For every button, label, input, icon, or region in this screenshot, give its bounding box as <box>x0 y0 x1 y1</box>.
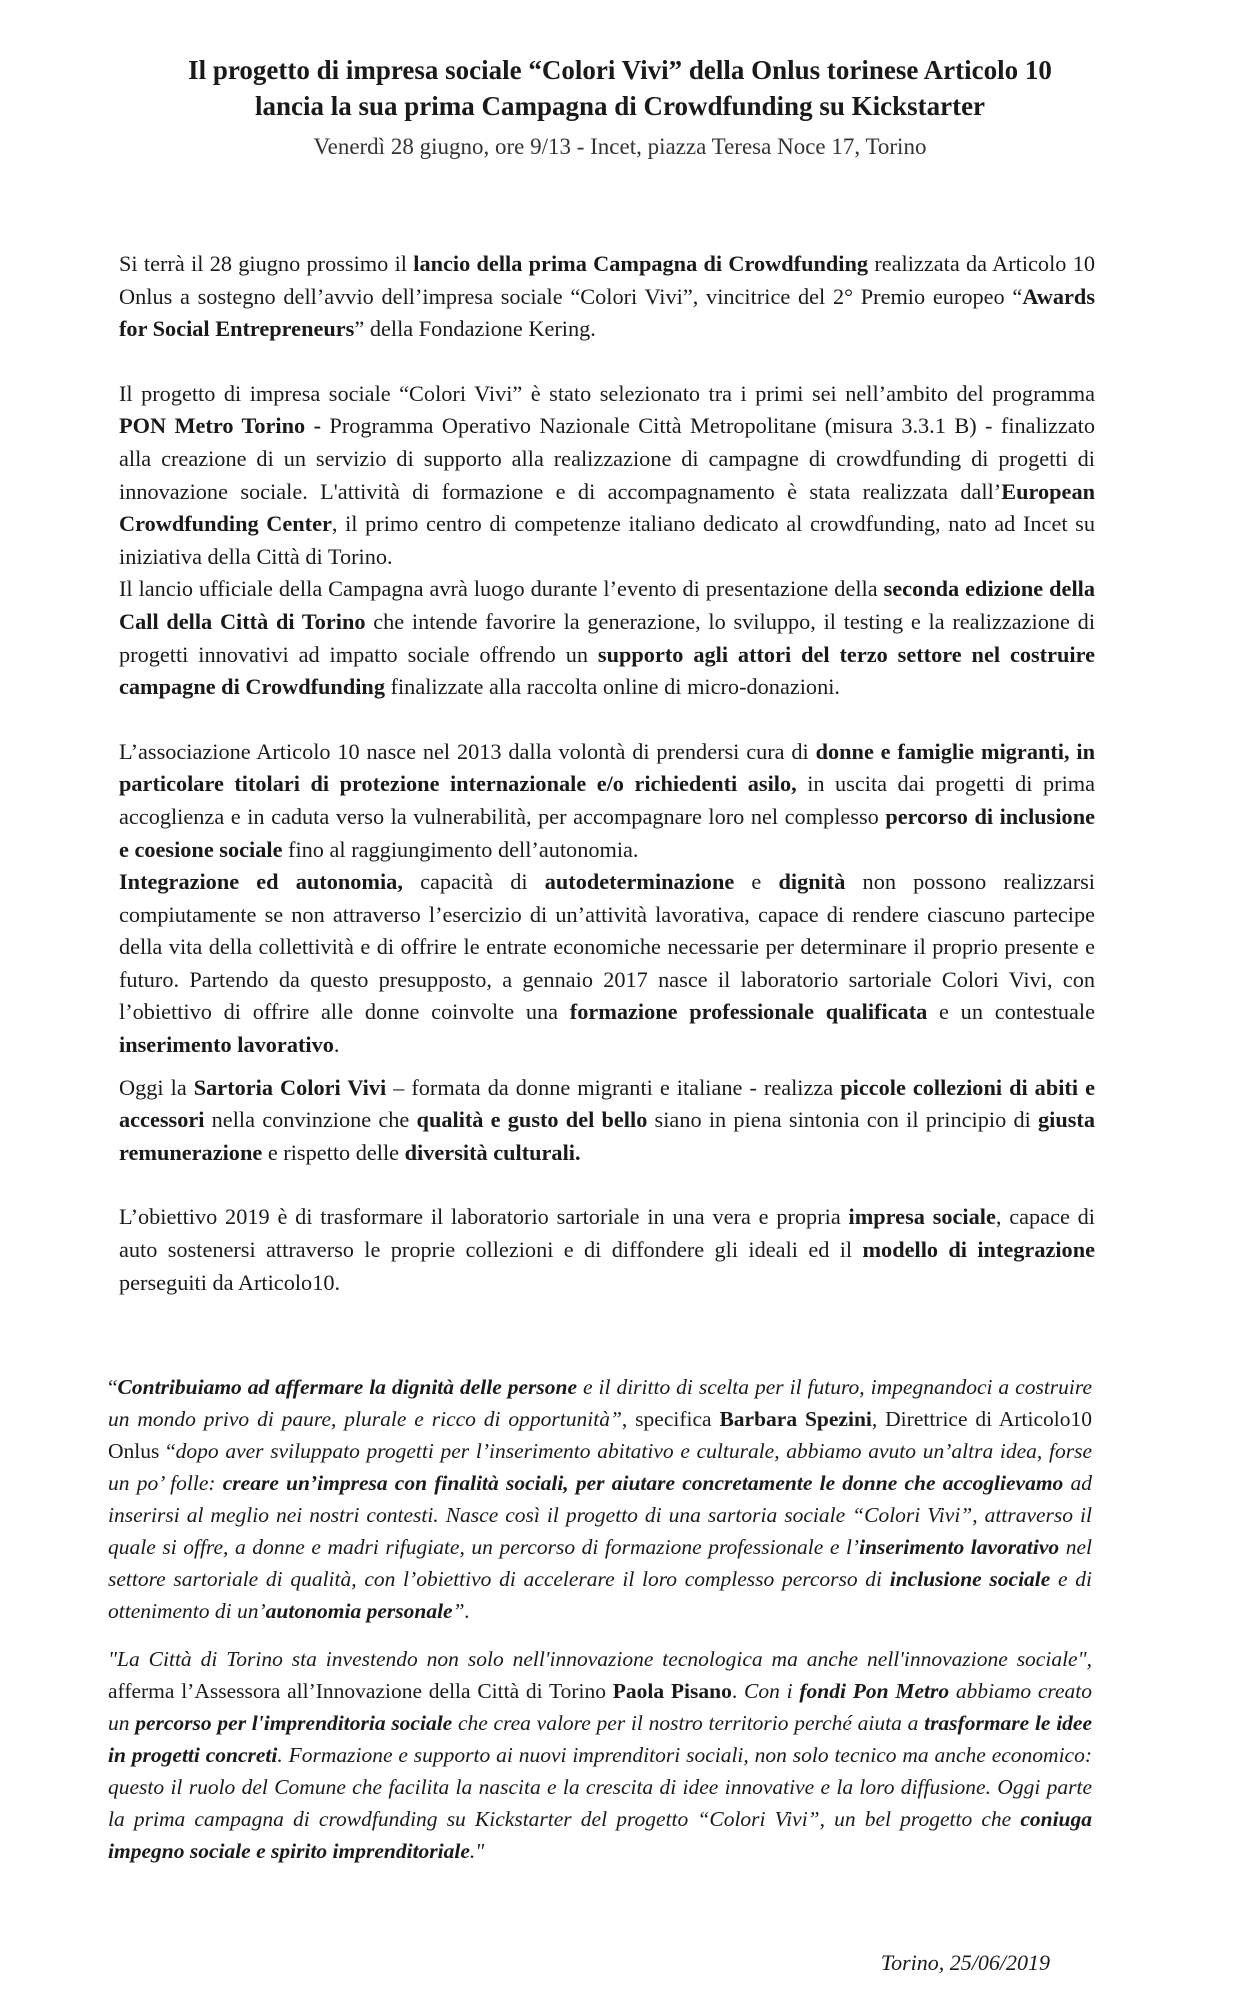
bold-italic-text: autonomia personale <box>265 1599 453 1623</box>
italic-text: "La Città di Torino sta investendo non solo nell'innovazione tecnologica ma anche nell'innovazione sociale", <box>108 1647 1092 1671</box>
paragraph-integration <box>119 866 1095 1062</box>
text: in uscita dai progetti di prima accoglienza e in caduta verso la vulnerabilità, per accompagnare loro nel complesso <box>119 771 1096 829</box>
bold-text: Sartoria Colori Vivi <box>193 1074 387 1100</box>
italic-text: abbiamo creato un <box>108 1679 1092 1735</box>
text: e rispetto delle <box>262 1139 405 1165</box>
text: siano in piena sintonia con il principio di <box>647 1107 1038 1133</box>
text: che intende favorire la generazione, lo sviluppo, il testing e la realizzazione di progetti innovativi ad impatto sociale offrendo un <box>119 608 1096 667</box>
paragraph-official-launch <box>119 573 1095 703</box>
text: L’associazione Articolo 10 nasce nel 2013 dalla volontà di prendersi cura di <box>119 738 816 764</box>
italic-text: dopo aver sviluppato progetti per l’inserimento abitativo e culturale, abbiamo avuto un’altra idea, forse un po’ folle: <box>108 1439 1092 1495</box>
text: – formata da donne migranti e italiane - realizza <box>386 1074 841 1100</box>
text: , il primo centro di competenze italiano dedicato al crowdfunding, nato ad Incet su iniziativa della Città di Torino. <box>119 511 1096 569</box>
text: Il lancio ufficiale della Campagna avrà luogo durante l’evento di presentazione della <box>119 576 884 602</box>
bold-italic-text: fondi Pon Metro <box>799 1679 950 1703</box>
quotes-section <box>108 1371 1092 1867</box>
bold-italic-text: inclusione sociale <box>889 1567 1051 1591</box>
bold-text: supporto agli attori del terzo settore nel costruire campagne di Crowdfunding <box>119 641 1095 700</box>
text: nella convinzione che <box>204 1107 417 1133</box>
text: Il progetto di impresa sociale “Colori Vivi” è stato selezionato tra i primi sei nell’ambito del programma <box>119 380 1095 406</box>
title-line-2: lancia la sua prima Campagna di Crowdfunding su Kickstarter <box>254 91 986 121</box>
bold-text: Paola Pisano <box>612 1679 732 1703</box>
bold-text: formazione professionale qualificata <box>569 999 928 1025</box>
text: realizzata da Articolo 10 Onlus a sostegno dell’avvio dell’impresa sociale “Colori Vivi”, vincitrice del 2° Premio europeo “ <box>119 251 1095 309</box>
bold-text: Awards for Social Entrepreneurs <box>119 283 1095 342</box>
event-subtitle: Venerdì 28 giugno, ore 9/13 - Incet, piazza Teresa Noce 17, Torino <box>313 134 927 159</box>
body-text <box>119 248 1095 1299</box>
text: Programma Operativo Nazionale Città Metropolitane (misura 3.3.1 B) - finalizzato alla creazione di un servizio di supporto alla realizzazione di campagne di crowdfunding di progetti di innovazione sociale. L'attività di formazione e di accompagnamento è stata realizzata dall’ <box>119 413 1095 504</box>
italic-text: Con i <box>744 1679 800 1703</box>
text: . <box>333 1032 340 1058</box>
italic-text: . Formazione e supporto ai nuovi imprenditori sociali, non solo tecnico ma anche economico: questo il ruolo del Comune che facilita la nascita e la crescita di idee innovative e la loro diffusione. Oggi parte la prima campagna di crowdfunding su Kickstarter del progetto “Colori Vivi”, un bel progetto che <box>108 1743 1092 1831</box>
text: non possono realizzarsi compiutamente se non attraverso l’esercizio di un’attività lavorativa, capace di rendere ciascuno partecipe della vita della collettività e di offrire le entrate economiche necessarie per determinare il proprio presente e futuro. Partendo da questo presupposto, a gennaio 2017 nasce il laboratorio sartoriale Colori Vivi, con l’obiettivo di offrire alle donne coinvolte una <box>119 869 1095 1025</box>
text: Oggi la <box>119 1074 194 1100</box>
text: finalizzate alla raccolta online di micro-donazioni. <box>384 674 841 700</box>
text: , Direttrice di Articolo10 Onlus “ <box>108 1407 1092 1463</box>
text: “ <box>108 1375 118 1399</box>
italic-text: ”. <box>452 1599 470 1623</box>
text: , capace di auto sostenersi attraverso le proprie collezioni e di diffondere gli ideali ed il <box>119 1204 1095 1263</box>
document-date: Torino, 25/06/2019 <box>880 1950 1050 1975</box>
paragraph-launch <box>119 248 1095 346</box>
bold-text: modello di integrazione <box>862 1237 1096 1263</box>
bold-text: autodeterminazione <box>544 869 735 895</box>
bold-text: percorso di inclusione e coesione sociale <box>119 803 1095 862</box>
paragraph-association <box>119 736 1095 866</box>
text: , specifica <box>621 1407 720 1431</box>
bold-text: lancio della prima Campagna di Crowdfunding <box>413 251 869 276</box>
bold-text: donne e famiglie migranti, in particolare titolari di protezione internazionale e/o richiedenti asilo, <box>119 738 1095 797</box>
quote-pisano <box>108 1643 1092 1867</box>
bold-text: PON Metro Torino - <box>119 413 321 439</box>
text: . <box>731 1679 744 1703</box>
italic-text: ad inserirsi al meglio nei nostri contesti. Nasce così il progetto di una sartoria sociale “Colori Vivi”, attraverso il quale si offre, a donne e madri rifugiate, un percorso di formazione professionale e l’ <box>108 1471 1093 1559</box>
text: L’obiettivo 2019 è di trasformare il laboratorio sartoriale in una vera e propria <box>119 1204 849 1230</box>
text: e <box>734 869 779 895</box>
bold-text: qualità e gusto del bello <box>416 1107 648 1133</box>
italic-text: e il diritto di scelta per il futuro, impegnandoci a costruire un mondo privo di paure, plurale e ricco di opportunità” <box>108 1375 1092 1431</box>
title-line-1: Il progetto di impresa sociale “Colori Vivi” della Onlus torinese Articolo 10 <box>188 55 1052 85</box>
page-title <box>80 52 1160 124</box>
text: afferma l’Assessora all’Innovazione della Città di Torino <box>108 1679 613 1703</box>
bold-text: seconda edizione della Call della Città di Torino <box>119 576 1095 634</box>
italic-text: nel settore sartoriale di qualità, con l’obiettivo di accelerare il loro complesso percorso di <box>108 1535 1092 1591</box>
text: perseguiti da Articolo10. <box>119 1269 341 1295</box>
bold-italic-text: trasformare le idee in progetti concreti <box>108 1711 1092 1767</box>
bold-italic-text: creare un’impresa con finalità sociali, per aiutare concretamente le donne che accoglievamo <box>222 1471 1064 1495</box>
bold-italic-text: inserimento lavorativo <box>859 1535 1060 1559</box>
text: fino al raggiungimento dell’autonomia. <box>282 836 639 862</box>
paragraph-pon-metro <box>119 378 1095 574</box>
bold-text: Integrazione ed autonomia, <box>119 869 403 895</box>
italic-text: e di ottenimento di un’ <box>108 1567 1092 1623</box>
bold-text: diversità culturali. <box>404 1139 581 1165</box>
text: capacità di <box>402 869 545 895</box>
paragraph-objective-2019 <box>119 1201 1095 1299</box>
bold-italic-text: Contribuiamo ad affermare la dignità delle persone <box>117 1375 578 1399</box>
bold-text: piccole collezioni di abiti e accessori <box>119 1074 1095 1133</box>
text: e un contestuale <box>927 999 1096 1025</box>
bold-text: giusta remunerazione <box>119 1107 1095 1165</box>
bold-text: inserimento lavorativo <box>119 1032 334 1058</box>
bold-text: European Crowdfunding Center <box>119 478 1095 537</box>
bold-text: dignità <box>778 869 846 895</box>
quote-spezini <box>108 1371 1092 1627</box>
bold-italic-text: percorso per l'imprenditoria sociale <box>135 1711 453 1735</box>
bold-text: impresa sociale <box>848 1204 996 1230</box>
bold-text: Barbara Spezini <box>719 1407 872 1431</box>
text: Si terrà il 28 giugno prossimo il <box>119 251 414 276</box>
bold-italic-text: coniuga impegno sociale e spirito imprenditoriale <box>108 1807 1092 1863</box>
italic-text: ." <box>469 1839 485 1863</box>
text: ” della Fondazione Kering. <box>354 316 596 342</box>
paragraph-sartoria <box>119 1072 1095 1170</box>
italic-text: che crea valore per il nostro territorio perché aiuta a <box>452 1711 925 1735</box>
